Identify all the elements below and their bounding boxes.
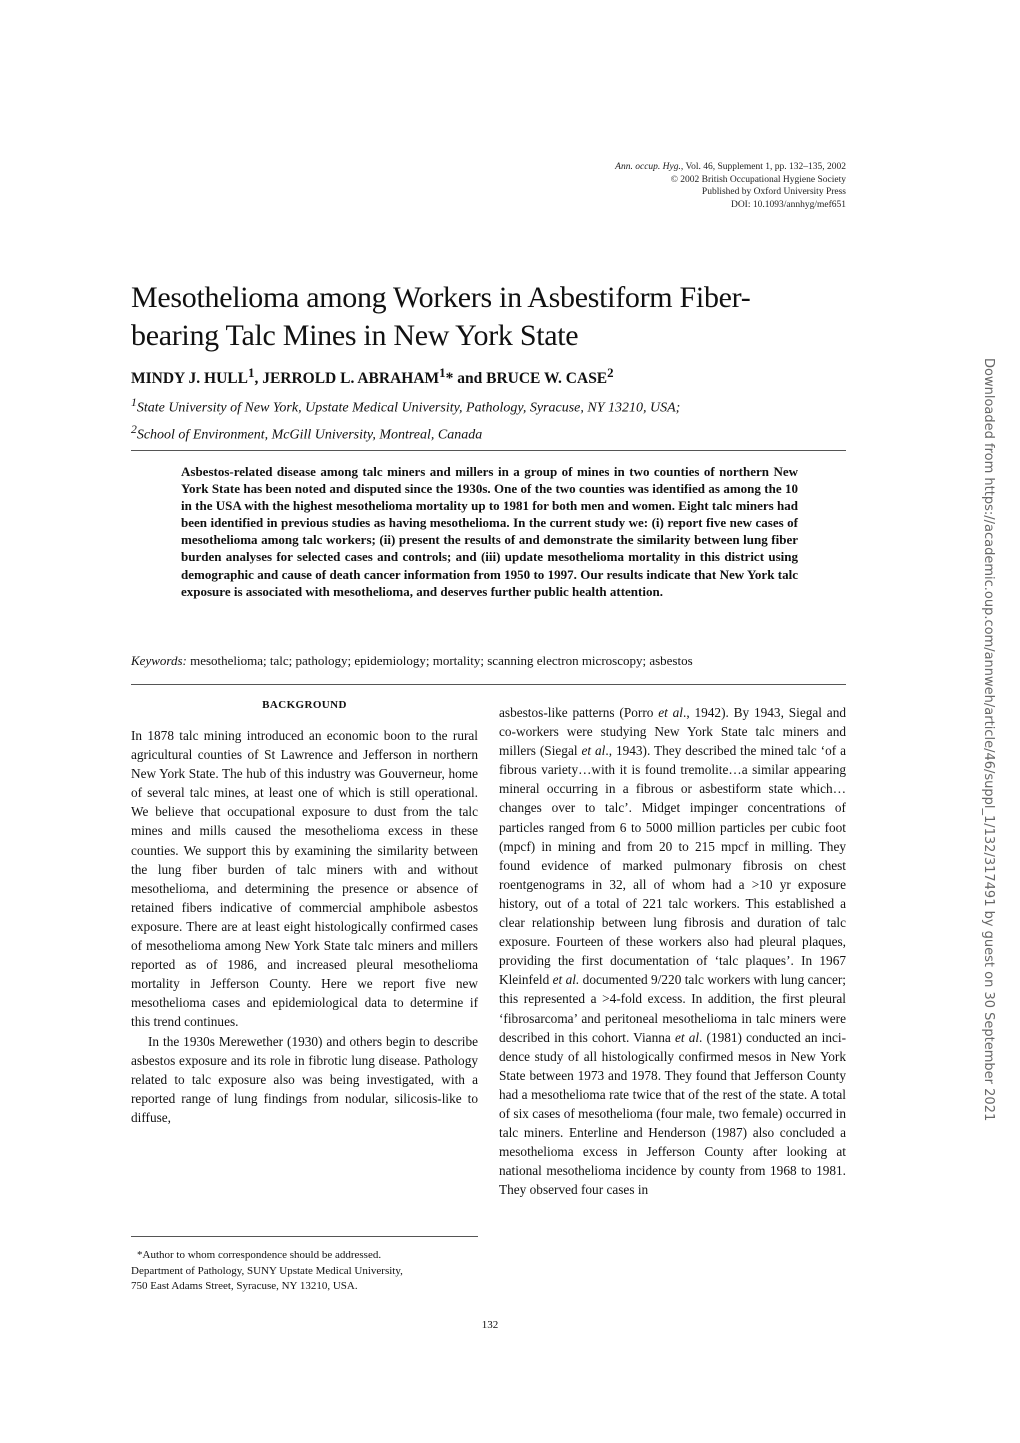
- page-number: 132: [481, 1319, 499, 1331]
- journal-name: Ann. occup. Hyg.: [615, 162, 681, 172]
- affiliation-1-text: State University of New York, Upstate Medical University, Pathology, Syracuse, NY 13210, USA;: [136, 400, 681, 416]
- et-al: et al: [658, 705, 683, 720]
- author-conjunction: and: [453, 370, 487, 388]
- footnote-divider: [131, 1236, 478, 1237]
- author-2-affiliation: 1: [439, 365, 446, 380]
- affiliations: [131, 392, 851, 445]
- keywords-label: Keywords:: [131, 653, 187, 668]
- download-watermark: Downloaded from https://academic.oup.com/annweh/article/46/suppl_1/132/317491 by guest on 30 September 2021: [981, 358, 996, 1122]
- et-al: et al: [674, 1029, 700, 1045]
- et-al: et al: [581, 743, 606, 759]
- affiliation-2: [131, 419, 851, 446]
- keywords: [131, 652, 851, 669]
- keywords-list: mesothelioma; talc; pathology; epidemiology; mortality; scanning electron microscopy; asbestos: [186, 653, 693, 668]
- journal-volume-pages: , Vol. 46, Supplement 1, pp. 132–135, 2002: [680, 162, 846, 172]
- author-list: MINDY J. HULL$^1$, JERROLD L. ABRAHAM$^1$* and BRUCE W. CASE$^2$: [131, 365, 614, 388]
- author-3-affiliation: 2: [607, 365, 614, 380]
- affiliation-1: [131, 392, 851, 419]
- copyright-line: © 2002 British Occupational Hygiene Society: [670, 174, 846, 185]
- text-run: ., 1942). By 1943, Siegal and co-workers were studying New York State talc miners and millers (Siegal: [499, 705, 846, 759]
- text-run: asbestos-like patterns (Porro: [499, 705, 659, 720]
- correspondence-footnote: [131, 1248, 478, 1295]
- publisher-line: Published by Oxford University Press: [701, 187, 846, 197]
- text-run: ., 1943). They described the mined talc ‘of a fibrous variety…with it is found tremolite…a similar appearing mineral occurring in a fibrous or asbestiform state which… changes over to talc’. Midget impinger concentrations of particles ranged from 6 to 5000 million particles per cubic foot (mpcf) in mining and from 20 to 215 mpcf in milling. They found evidence of marked pulmonary fibrosis on chest roentgenograms in 32, all of whom had a >10 yr exposure history, out of a total of 221 talc workers. This established a clear relationship between lung fibrosis and duration of talc exposure. Fourteen of these workers also had pleural plaques, providing the first documentation of ‘talc plaques’. In 1967 Kleinfeld: [499, 743, 847, 988]
- author-3: BRUCE W. CASE: [486, 370, 608, 388]
- journal-metadata: [446, 161, 846, 211]
- et-al: et al.: [552, 972, 580, 988]
- title-line-1: Mesothelioma among Workers in Asbestiform Fiber-: [131, 281, 751, 314]
- section-heading-background: BACKGROUND: [262, 699, 347, 711]
- background-paragraph-2: In the 1930s Merewether (1930) and others begin to describe asbestos exposure and its role in fibrotic lung disease. Pathology related to talc exposure also was being investigated, with a reported range of lung findings from nodular, silicosis-like to diffuse,: [131, 1033, 478, 1125]
- footnote-line-2: Department of Pathology, SUNY Upstate Medical University,: [131, 1264, 403, 1277]
- text-run: documented 9/220 talc workers with lung cancer; this represented a >4-fold excess. In addition, the first pleural ‘fibrosarcoma’ and peritoneal mesothelioma in talc miners were described in this cohort. Vianna: [499, 972, 846, 1045]
- footnote-line-3: 750 East Adams Street, Syracuse, NY 13210, USA.: [131, 1280, 358, 1292]
- right-column: [499, 703, 846, 1199]
- corresponding-mark: *: [445, 370, 454, 388]
- affiliation-1-number: 1: [131, 396, 137, 409]
- footnote-line-1: *Author to whom correspondence should be addressed.: [137, 1249, 382, 1261]
- affiliation-2-number: 2: [131, 422, 137, 436]
- journal-citation: [446, 161, 846, 174]
- abstract: Asbestos-related disease among talc miners and millers in a group of mines in two counties of northern New York State has been noted and disputed since the 1930s. One of the two counties was identified as among the 10 in the USA with the highest mesothelioma mortality up to 1981 for both men and women. Eight talc miners had been identified in previous studies as having mesothelioma. In the current study we: (i) report five new cases of mesothelioma among talc workers; (ii) present the results of and demonstrate the similarity between lung fiber burden analyses for selected cases and controls; and (iii) update mesothelioma mortality in this district using demographic and cause of death cancer information from 1950 to 1997. Our results indicate that New York talc exposure is associated with mesothelioma, and deserves further public health attention.: [181, 464, 798, 599]
- author-1: MINDY J. HULL: [131, 370, 248, 388]
- article-title: [131, 279, 851, 355]
- author-1-affiliation: 1: [247, 365, 255, 380]
- text-run: . (1981) conducted an incidence study of all histologically confirmed mesos in New York State between 1973 and 1978. They found that Jefferson County had a mesothelioma rate twice that of the rest of the state. A total of six cases of mesothelioma (four male, two female) occurred in talc miners. Enterline and Henderson (1987) also concluded a mesothelioma excess in Jefferson County after looking at national mesothelioma incidence by county from 1968 to 1981. They observed four cases in: [499, 1029, 847, 1198]
- bottom-divider: [131, 684, 846, 685]
- doi-line: DOI: 10.1093/annhyg/mef651: [730, 199, 846, 210]
- background-paragraph-3: [499, 703, 846, 1199]
- background-paragraph-1: In 1878 talc mining introduced an economic boon to the rural agricultural counties of St Lawrence and Jefferson in northern New York State. The hub of this industry was Gouverneur, home of several talc mines, at least one of which is still operational. We believe that occupational exposure to dust from the talc mines and mills caused the mesothelioma excess in these counties. We support this by examining the similarity between the lung fiber burden of talc miners with and without mesothelioma, and determining the presence or absence of retained fibers indicative of commercial amphibole asbestos exposure. There are at least eight histologically confirmed cases of mesothelioma among New York State talc miners and millers reported as of 1986, and increased pleural mesothelioma mortality in Jefferson County. Here we report five new mesothelioma cases and epidemiological data to determine if this trend continues.: [131, 728, 478, 1030]
- affiliation-2-text: School of Environment, McGill University, Montreal, Canada: [136, 427, 483, 443]
- author-2: JERROLD L. ABRAHAM: [262, 370, 440, 388]
- title-line-2: bearing Talc Mines in New York State: [131, 319, 579, 352]
- left-column: [131, 726, 478, 1127]
- top-divider: [131, 450, 846, 451]
